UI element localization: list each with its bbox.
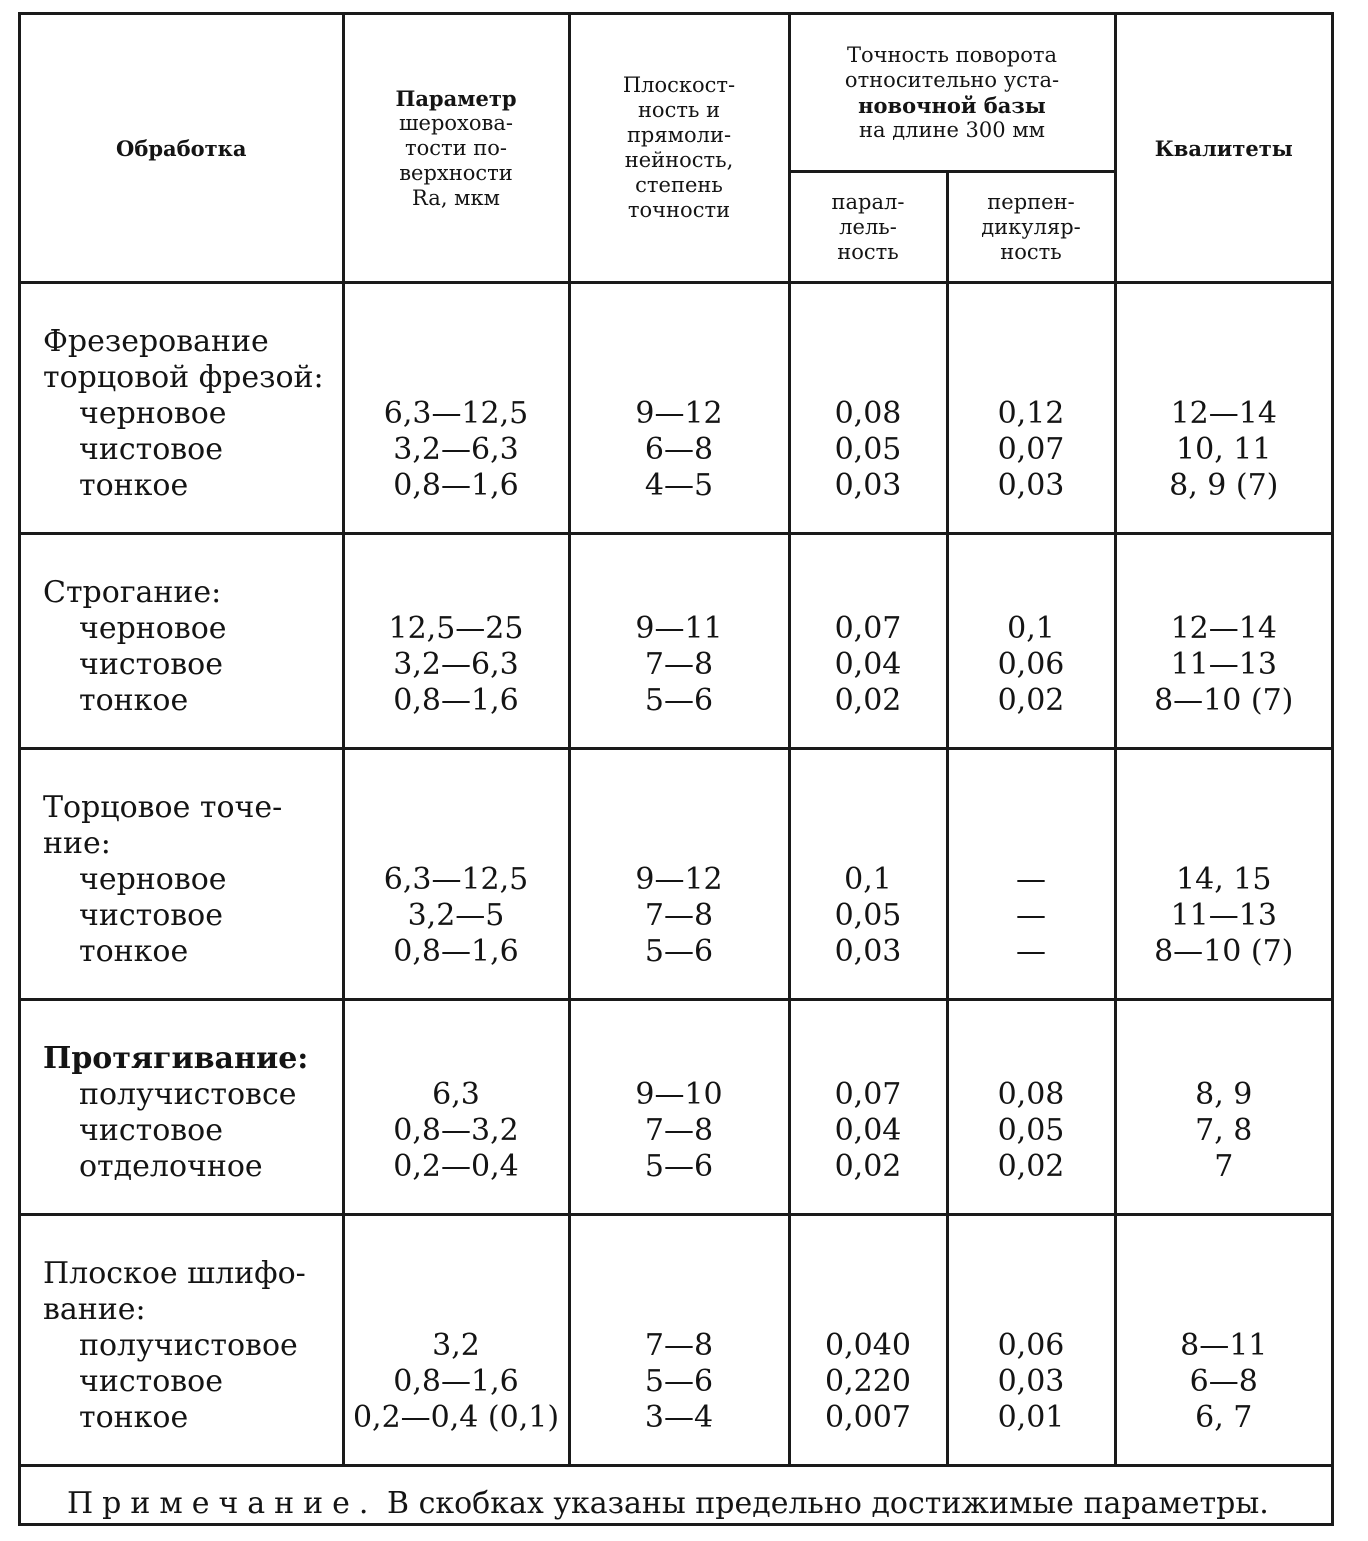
- table-row: [21, 534, 1331, 749]
- roughness-value: 3,2: [432, 1328, 480, 1363]
- processing-cell: [21, 1215, 343, 1465]
- roughness-cell: [343, 283, 569, 534]
- perpendicularity-value: 0,05: [997, 1113, 1065, 1148]
- grade-value: 8, 9 (7): [1169, 468, 1279, 503]
- header-processing: Обработка: [21, 15, 343, 283]
- processing-mode: чистовое: [79, 647, 223, 682]
- header-roughness: Параметр шерохова- тости по- верхности Ra, мкм: [343, 15, 569, 283]
- processing-mode: тонкое: [79, 468, 189, 503]
- parallelism-value: 0,05: [834, 898, 902, 933]
- header-rotation-accuracy: Точность поворота относительно уста- новочной базы на длине 300 мм: [789, 15, 1115, 172]
- perpendicularity-value: 0,03: [997, 1364, 1065, 1399]
- parallelism-cell: [789, 283, 947, 534]
- roughness-value: 0,8—3,2: [393, 1113, 519, 1148]
- table-row: [21, 1215, 1331, 1465]
- flatness-cell: [569, 749, 789, 1000]
- perpendicularity-cell: [947, 283, 1115, 534]
- parallelism-value: 0,04: [834, 647, 902, 682]
- group-heading: Строгание:: [43, 575, 222, 610]
- table-header: [21, 15, 1331, 283]
- processing-mode: черновое: [79, 862, 227, 897]
- processing-mode: тонкое: [79, 1400, 189, 1435]
- processing-mode: чистовое: [79, 1364, 223, 1399]
- processing-mode: тонкое: [79, 934, 189, 969]
- grade-value: 8—10 (7): [1154, 683, 1294, 718]
- parallelism-value: 0,05: [834, 432, 902, 467]
- flatness-value: 7—8: [644, 1328, 714, 1363]
- processing-cell: [21, 534, 343, 749]
- grade-value: 7, 8: [1195, 1113, 1253, 1148]
- perpendicularity-cell: [947, 534, 1115, 749]
- grade-value: 6, 7: [1195, 1400, 1253, 1435]
- grade-value: 12—14: [1170, 396, 1277, 431]
- parallelism-value: 0,04: [834, 1113, 902, 1148]
- perpendicularity-value: 0,01: [997, 1400, 1065, 1435]
- machining-accuracy-table: [21, 15, 1331, 1464]
- table-group: [21, 534, 1331, 749]
- grade-cell: [1115, 749, 1331, 1000]
- perpendicularity-value: 0,1: [1007, 611, 1055, 646]
- grade-value: 11—13: [1170, 898, 1277, 933]
- perpendicularity-value: —: [1016, 934, 1046, 969]
- perpendicularity-cell: [947, 749, 1115, 1000]
- flatness-value: 4—5: [644, 468, 714, 503]
- perpendicularity-value: 0,07: [997, 432, 1065, 467]
- flatness-value: 9—10: [635, 1077, 723, 1112]
- table-group: [21, 283, 1331, 534]
- flatness-value: 5—6: [644, 1149, 714, 1184]
- flatness-value: 7—8: [644, 1113, 714, 1148]
- parallelism-cell: [789, 749, 947, 1000]
- roughness-value: 0,2—0,4 (0,1): [352, 1400, 560, 1435]
- roughness-value: 3,2—5: [407, 898, 505, 933]
- flatness-value: 9—12: [635, 396, 723, 431]
- header-grades: Квалитеты: [1154, 135, 1293, 161]
- parallelism-cell: [789, 1215, 947, 1465]
- processing-mode: чистовое: [79, 1113, 223, 1148]
- table-row: [21, 1000, 1331, 1215]
- grade-cell: [1115, 283, 1331, 534]
- processing-mode: чистовое: [79, 898, 223, 933]
- roughness-value: 0,8—1,6: [393, 468, 519, 503]
- flatness-value: 5—6: [644, 934, 714, 969]
- group-heading: Фрезерование: [43, 324, 269, 359]
- roughness-value: 3,2—6,3: [393, 647, 519, 682]
- parallelism-value: 0,08: [834, 396, 902, 431]
- perpendicularity-value: 0,06: [997, 1328, 1065, 1363]
- parallelism-value: 0,03: [834, 934, 902, 969]
- perpendicularity-value: 0,02: [997, 683, 1065, 718]
- perpendicularity-value: 0,08: [997, 1077, 1065, 1112]
- parallelism-value: 0,220: [825, 1364, 911, 1399]
- table-group: [21, 1000, 1331, 1215]
- roughness-value: 0,2—0,4: [393, 1149, 519, 1184]
- processing-cell: [21, 749, 343, 1000]
- perpendicularity-value: —: [1016, 898, 1046, 933]
- group-heading: Протягивание:: [43, 1041, 309, 1076]
- grade-value: 6—8: [1189, 1364, 1258, 1399]
- group-heading: ние:: [43, 826, 111, 861]
- roughness-value: 6,3—12,5: [383, 862, 529, 897]
- perpendicularity-value: 0,12: [997, 396, 1065, 431]
- parallelism-cell: [789, 534, 947, 749]
- roughness-cell: [343, 1000, 569, 1215]
- note-text: В скобках указаны предельно достижимые параметры.: [377, 1486, 1269, 1521]
- parallelism-value: 0,1: [844, 862, 892, 897]
- grade-value: 12—14: [1170, 611, 1277, 646]
- group-heading: Торцовое точе-: [43, 790, 283, 825]
- table-group: [21, 1215, 1331, 1465]
- parallelism-value: 0,007: [825, 1400, 911, 1435]
- note-label: Примечание.: [67, 1486, 378, 1521]
- grade-value: 7: [1214, 1149, 1234, 1184]
- roughness-value: 3,2—6,3: [393, 432, 519, 467]
- group-heading: вание:: [43, 1292, 146, 1327]
- flatness-cell: [569, 283, 789, 534]
- flatness-cell: [569, 1000, 789, 1215]
- parallelism-value: 0,03: [834, 468, 902, 503]
- roughness-value: 12,5—25: [388, 611, 524, 646]
- roughness-cell: [343, 749, 569, 1000]
- processing-mode: отделочное: [79, 1149, 263, 1184]
- parallelism-cell: [789, 1000, 947, 1215]
- grade-value: 8—11: [1180, 1328, 1268, 1363]
- perpendicularity-value: —: [1016, 862, 1046, 897]
- group-heading: торцовой фрезой:: [43, 360, 324, 395]
- grade-value: 10, 11: [1176, 432, 1272, 467]
- table-row: [21, 283, 1331, 534]
- processing-cell: [21, 1000, 343, 1215]
- roughness-value: 0,8—1,6: [393, 1364, 519, 1399]
- parallelism-value: 0,07: [834, 611, 902, 646]
- header-parallelism: парал- лель- ность: [789, 172, 947, 283]
- header-perpendicularity: перпен- дикуляр- ность: [947, 172, 1115, 283]
- grade-cell: [1115, 534, 1331, 749]
- flatness-value: 5—6: [644, 683, 714, 718]
- table-row: [21, 749, 1331, 1000]
- flatness-value: 7—8: [644, 647, 714, 682]
- roughness-cell: [343, 1215, 569, 1465]
- parallelism-value: 0,02: [834, 683, 902, 718]
- table-frame: [18, 12, 1334, 1526]
- flatness-value: 7—8: [644, 898, 714, 933]
- grade-value: 8, 9: [1195, 1077, 1253, 1112]
- flatness-value: 9—12: [635, 862, 723, 897]
- roughness-value: 0,8—1,6: [393, 934, 519, 969]
- flatness-cell: [569, 1215, 789, 1465]
- roughness-cell: [343, 534, 569, 749]
- header-flatness: Плоскост- ность и прямоли- нейность, степень точности: [569, 15, 789, 283]
- perpendicularity-cell: [947, 1215, 1115, 1465]
- table-group: [21, 749, 1331, 1000]
- grade-value: 11—13: [1170, 647, 1277, 682]
- grade-cell: [1115, 1000, 1331, 1215]
- processing-mode: тонкое: [79, 683, 189, 718]
- roughness-value: 0,8—1,6: [393, 683, 519, 718]
- flatness-value: 5—6: [644, 1364, 714, 1399]
- grade-cell: [1115, 1215, 1331, 1465]
- perpendicularity-cell: [947, 1000, 1115, 1215]
- roughness-value: 6,3—12,5: [383, 396, 529, 431]
- perpendicularity-value: 0,06: [997, 647, 1065, 682]
- processing-cell: [21, 283, 343, 534]
- parallelism-value: 0,040: [825, 1328, 911, 1363]
- flatness-value: 6—8: [644, 432, 714, 467]
- processing-mode: черновое: [79, 396, 227, 431]
- grade-value: 8—10 (7): [1154, 934, 1294, 969]
- flatness-cell: [569, 534, 789, 749]
- grade-value: 14, 15: [1176, 862, 1272, 897]
- group-heading: Плоское шлифо-: [43, 1256, 306, 1291]
- flatness-value: 9—11: [635, 611, 723, 646]
- processing-mode: чистовое: [79, 432, 223, 467]
- parallelism-value: 0,07: [834, 1077, 902, 1112]
- flatness-value: 3—4: [644, 1400, 714, 1435]
- perpendicularity-value: 0,02: [997, 1149, 1065, 1184]
- roughness-value: 6,3: [432, 1077, 480, 1112]
- table-note: [21, 1464, 1331, 1523]
- processing-mode: черновое: [79, 611, 227, 646]
- processing-mode: получистовсе: [79, 1077, 297, 1112]
- parallelism-value: 0,02: [834, 1149, 902, 1184]
- processing-mode: получистовое: [79, 1328, 298, 1363]
- perpendicularity-value: 0,03: [997, 468, 1065, 503]
